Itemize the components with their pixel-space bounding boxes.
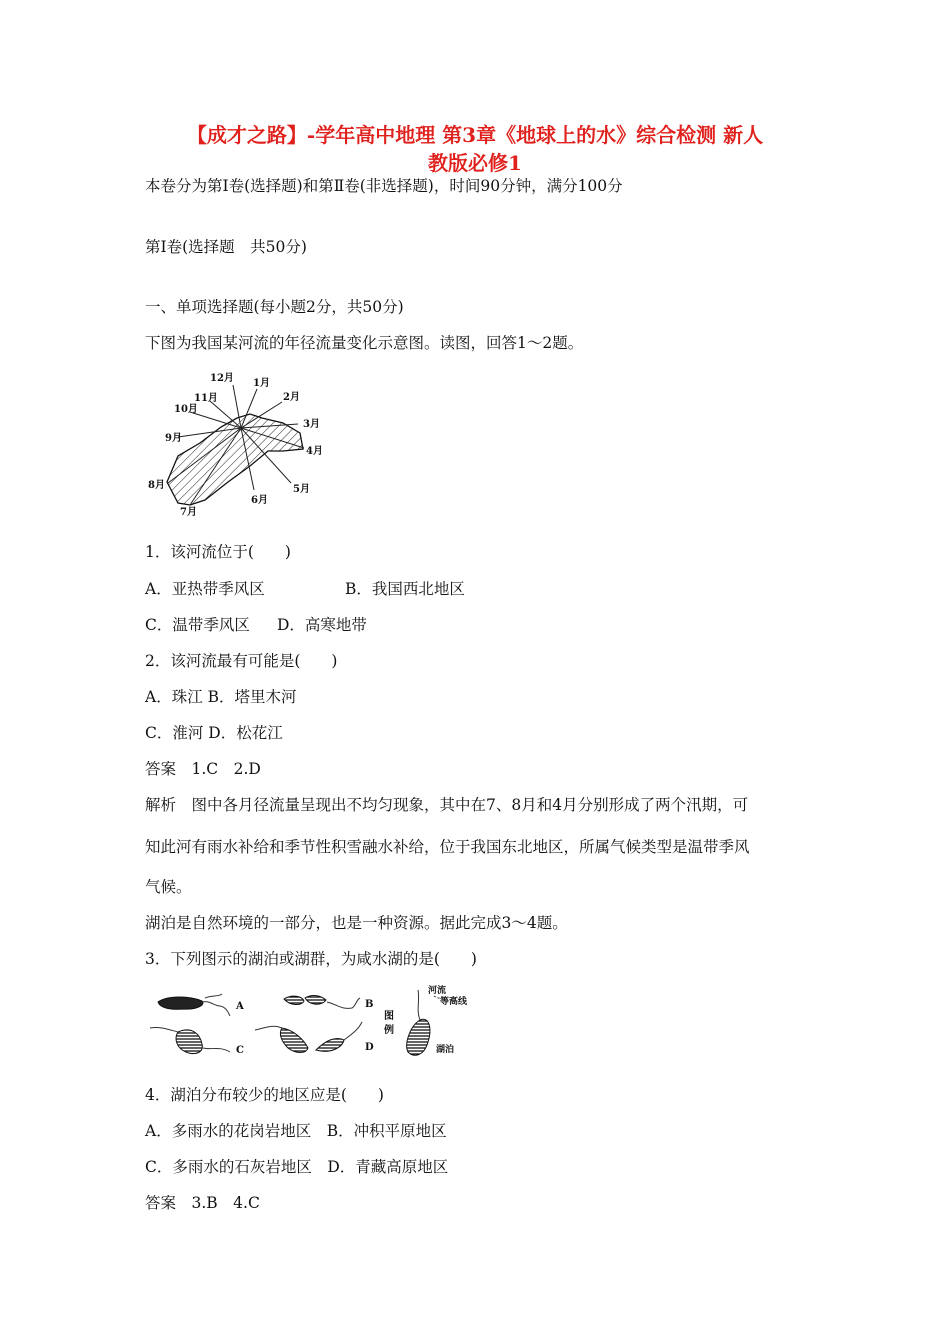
legend-lake-shape [407, 1019, 430, 1055]
question-2-stem: 2．该河流最有可能是( ) [145, 652, 338, 670]
intro-text: 本卷分为第Ⅰ卷(选择题)和第Ⅱ卷(非选择题)，时间90分钟，满分100分 [145, 177, 623, 195]
document-title-line-1: 【成才之路】-学年高中地理 第3章《地球上的水》综合检测 新人 [186, 123, 764, 147]
lake-option-d [255, 1022, 374, 1053]
part1-heading: 第Ⅰ卷(选择题 共50分) [145, 238, 307, 256]
analysis-line-1: 解析 图中各月径流量呈现出不均匀现象，其中在7、8月和4月分别形成了两个汛期，可 [145, 796, 749, 814]
legend-river-line [418, 990, 420, 1020]
label-may: 5月 [293, 484, 310, 495]
answer-3-4: 答案 3.B 4.C [145, 1194, 260, 1212]
label-nov: 11月 [194, 393, 218, 404]
option-label-a: A [236, 1001, 244, 1012]
lake-option-a [158, 994, 244, 1016]
label-jun: 6月 [251, 495, 268, 506]
legend-title-char-1: 图 [384, 1011, 394, 1022]
document-title-line-2: 教版必修1 [428, 151, 522, 175]
analysis-line-3: 气候。 [145, 878, 192, 896]
label-apr: 4月 [306, 446, 323, 457]
option-label-c: C [236, 1045, 244, 1056]
analysis-line-2: 知此河有雨水补给和季节性积雪融水补给，位于我国东北地区，所属气候类型是温带季风 [145, 838, 750, 856]
answer-1-2: 答案 1.C 2.D [145, 760, 261, 778]
question-3-stem: 3．下列图示的湖泊或湖群，为咸水湖的是( ) [145, 950, 477, 968]
runoff-polygon [167, 414, 303, 505]
section1-heading: 一、单项选择题(每小题2分，共50分) [145, 298, 404, 316]
question-4-options-ab: A．多雨水的花岗岩地区 B．冲积平原地区 [145, 1122, 447, 1140]
runoff-radar-figure [140, 365, 340, 525]
label-oct: 10月 [174, 404, 198, 415]
question-1-stem: 1．该河流位于( ) [145, 543, 291, 561]
option-label-d: D [365, 1042, 374, 1053]
question-2-options-ab: A．珠江 B．塔里木河 [145, 688, 297, 706]
legend-title-char-2: 例 [384, 1025, 394, 1036]
lake-options-figure [145, 980, 470, 1060]
lake-option-b [284, 996, 373, 1010]
label-jul: 7月 [180, 507, 197, 518]
label-mar: 3月 [303, 419, 320, 430]
label-feb: 2月 [283, 392, 300, 403]
question-stem-1-2: 下图为我国某河流的年径流量变化示意图。读图，回答1～2题。 [145, 334, 584, 352]
question-4-stem: 4．湖泊分布较少的地区应是( ) [145, 1086, 384, 1104]
legend-river-label: 河流 [428, 986, 447, 996]
question-stem-3-4: 湖泊是自然环境的一部分，也是一种资源。据此完成3～4题。 [145, 914, 568, 932]
legend-contour-label: 等高线 [440, 997, 468, 1007]
option-label-b: B [365, 999, 374, 1010]
question-1-option-d: D．高寒地带 [277, 616, 367, 634]
question-1-option-b: B．我国西北地区 [345, 580, 465, 598]
question-2-options-cd: C．淮河 D．松花江 [145, 724, 283, 742]
lake-figure-legend [384, 984, 468, 1055]
question-4-options-cd: C．多雨水的石灰岩地区 D．青藏高原地区 [145, 1158, 449, 1176]
question-1-option-c: C．温带季风区 [145, 616, 250, 634]
label-aug: 8月 [148, 480, 165, 491]
label-dec: 12月 [210, 373, 234, 384]
lake-option-c [150, 1027, 244, 1056]
legend-lake-label: 湖泊 [436, 1045, 455, 1055]
label-sep: 9月 [165, 433, 182, 444]
question-1-option-a: A．亚热带季风区 [145, 580, 265, 598]
label-jan: 1月 [253, 378, 270, 389]
